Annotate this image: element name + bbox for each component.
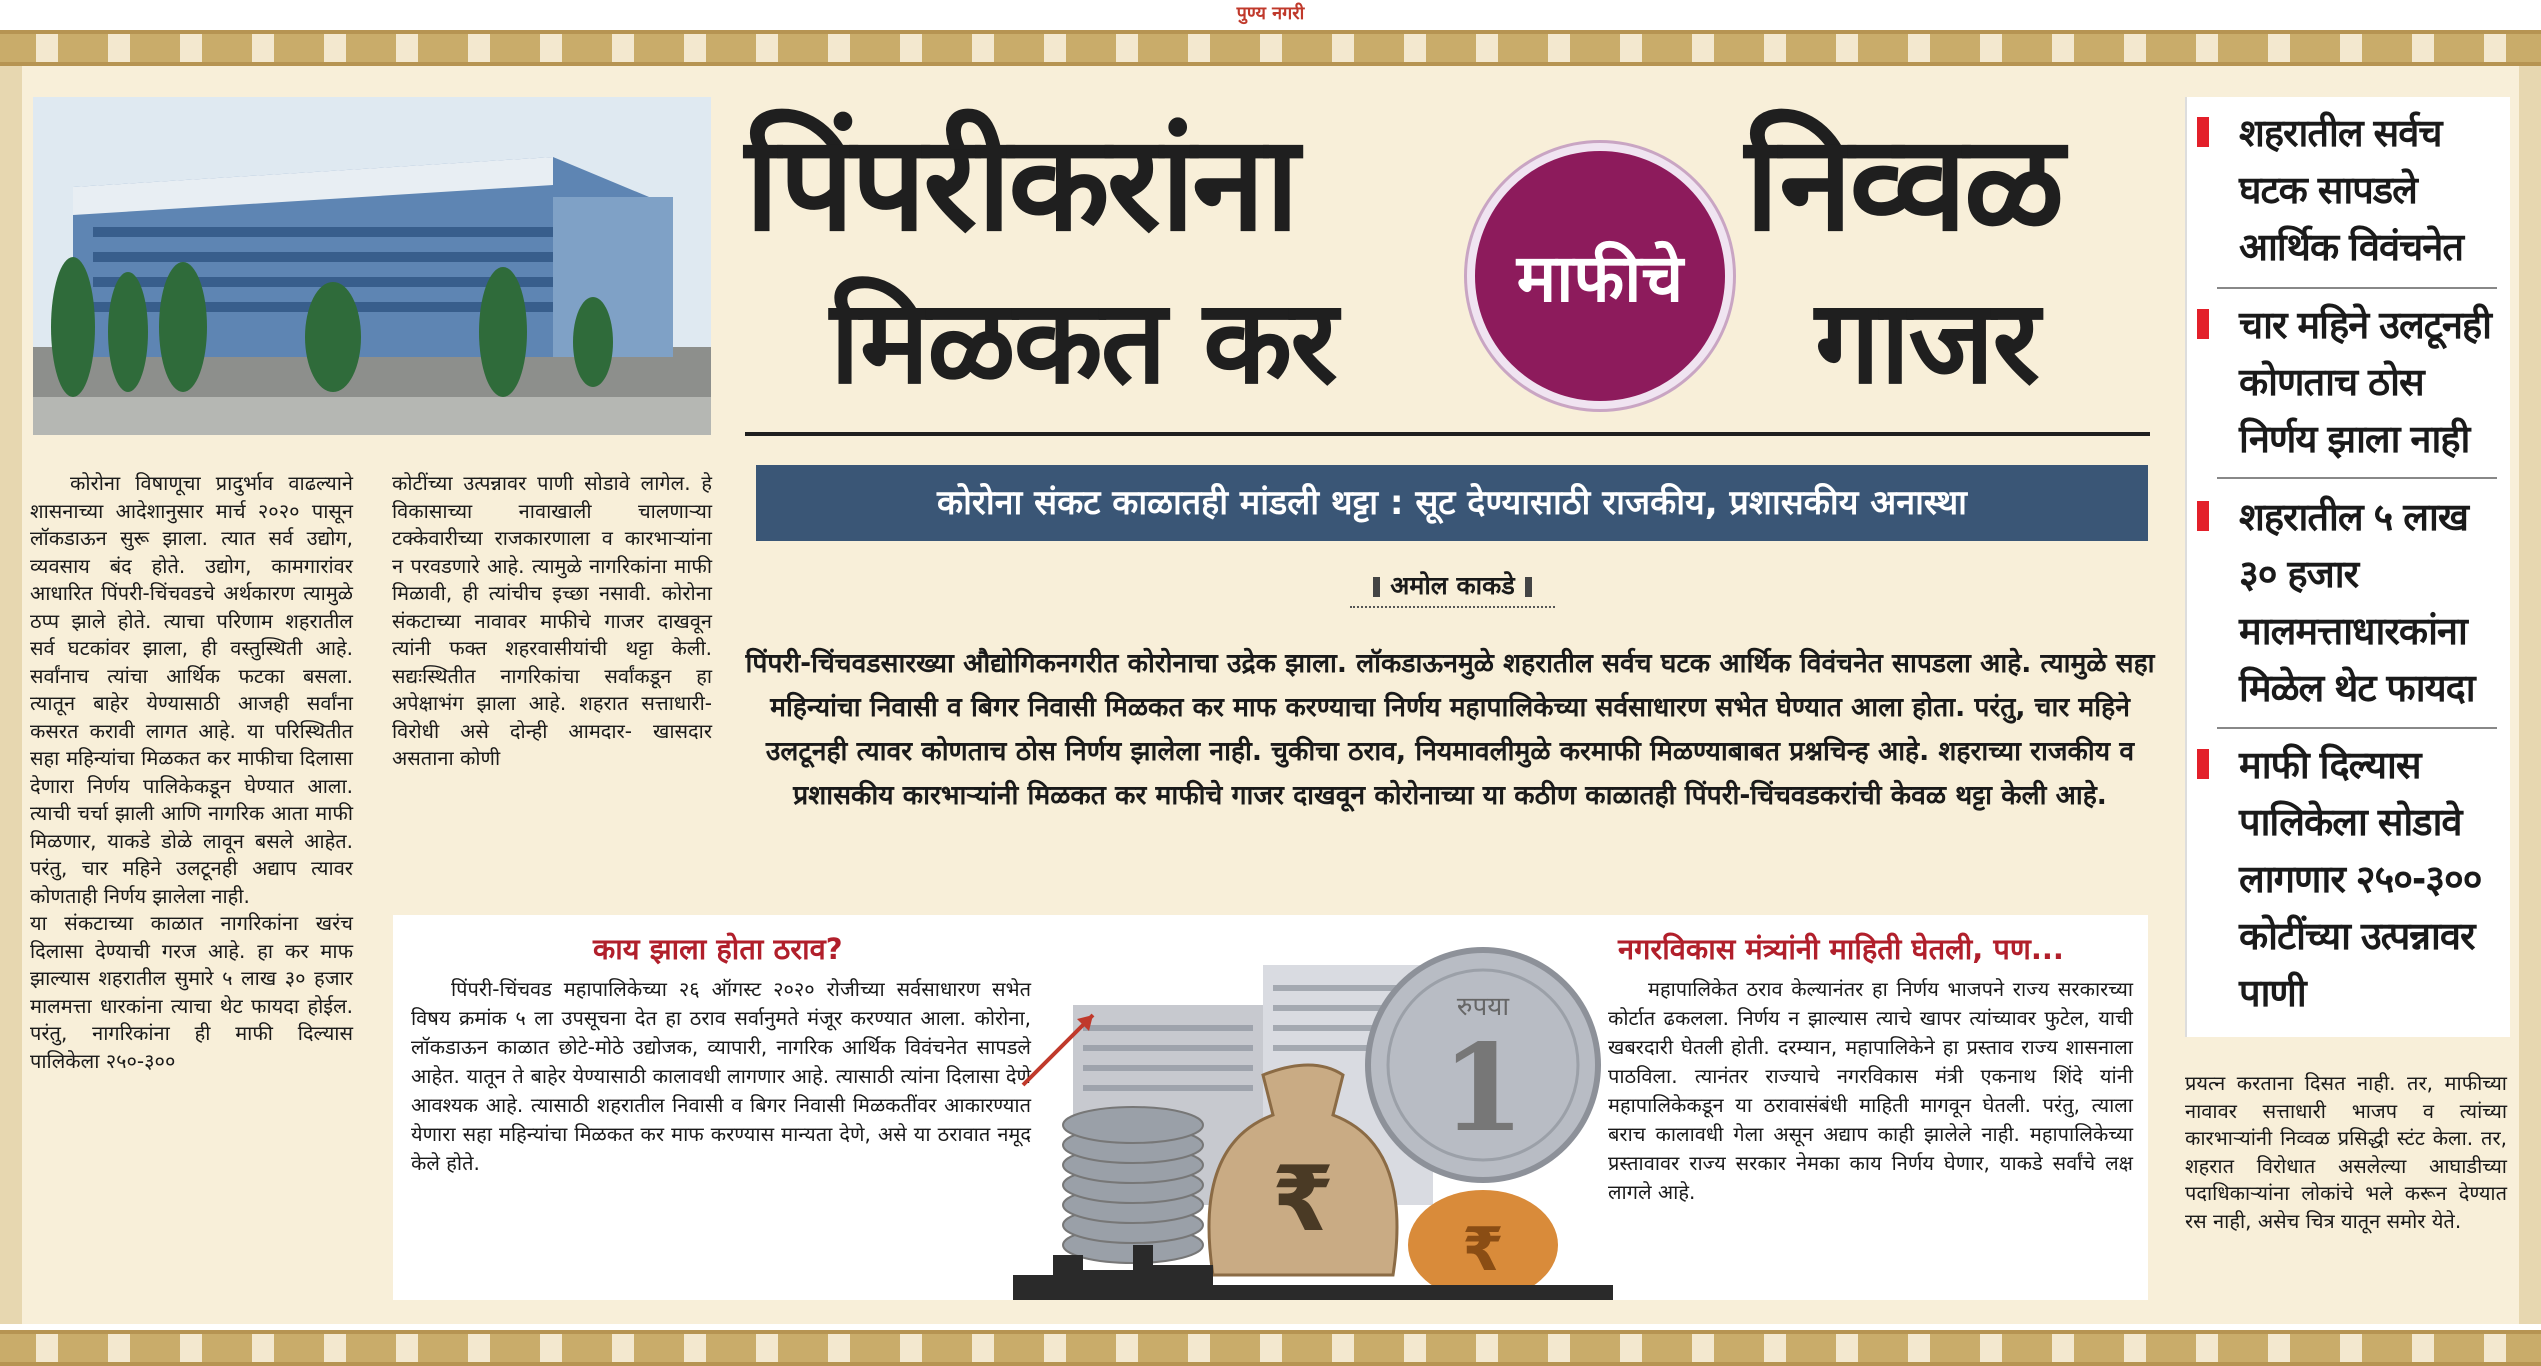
- column-1-paragraph-2: या संकटाच्या काळात नागरिकांना खरंच दिलासा देण्याची गरज आहे. हा कर माफ झाल्यास शहरातील सुमारे ५ लाख ३० हजार मालमत्ता धारकांना त्याचा थेट फायदा होईल. परंतु, नागरिकांना ही माफी दिल्यास पालिकेला २५०-३००: [30, 911, 353, 1073]
- lead-paragraph: पिंपरी-चिंचवडसारख्या औद्योगिकनगरीत कोरोनाचा उद्रेक झाला. लॉकडाऊनमुळे शहरातील सर्वच घटक आर्थिक विवंचनेत सापडला आहे. त्यामुळे सहा महिन्यांचा निवासी व बिगर निवासी मिळकत कर माफ करण्याचा निर्णय महापालिकेच्या सर्वसाधारण सभेत घेण्यात आला होता. परंतु, चार महिने उलटूनही त्यावर कोणताच ठोस निर्णय झालेला नाही. चुकीचा ठराव, नियमावलीमुळे करमाफी मिळण्याबाबत प्रश्नचिन्ह आहे. शहराच्या राजकीय व प्रशासकीय कारभाऱ्यांनी मिळकत कर माफीचे गाजर दाखवून कोरोनाच्या या कठीण काळातही पिंपरी-चिंचवडकरांची केवळ थट्टा केली आहे.: [745, 648, 2155, 811]
- byline-marker-left: [1373, 577, 1380, 597]
- highlights-sidebar: [2185, 97, 2510, 1037]
- byline-marker-right: [1525, 577, 1532, 597]
- highlight-divider: [2217, 727, 2497, 729]
- highlight-divider: [2217, 287, 2497, 289]
- box-right-title: नगरविकास मंत्र्यांनी माहिती घेतली, पण...: [1618, 932, 2064, 966]
- highlight-marker: [2197, 117, 2209, 147]
- highlight-marker: [2197, 749, 2209, 779]
- headline-part1-line1: पिंपरीकरांना: [745, 106, 1297, 261]
- money-illustration: [1013, 945, 1613, 1300]
- box-right-paragraph: महापालिकेत ठराव केल्यानंतर हा निर्णय भाजपने राज्य सरकारच्या कोर्टात ढकलला. निर्णय न झाल्यास त्याचे खापर त्यांच्यावर फुटेल, याची खबरदारी घेतली होती. दरम्यान, महापालिकेने हा प्रस्ताव राज्य शासनाला पाठविला. त्यानंतर राज्याचे नगरविकास मंत्री एकनाथ शिंदे यांनी महापालिकेकडून या ठरावासंबंधी माहिती मागवून घेतली. परंतु, त्याला बराच कालावधी गेला असून अद्याप काही झालेले नाही. महापालिकेच्या प्रस्तावावर राज्य सरकार नेमका काय निर्णय घेणार, याकडे सर्वांचे लक्ष लागले आहे.: [1608, 977, 2133, 1204]
- headline-part2-line2: गाजर: [1815, 274, 2038, 410]
- masthead-logo: पुण्य नगरी: [1236, 3, 1305, 24]
- column-1-paragraph-1: कोरोना विषाणूचा प्रादुर्भाव वाढल्याने शासनाच्या आदेशानुसार मार्च २०२० पासून लॉकडाऊन सुरू झाला. त्यात सर्व उद्योग, व्यवसाय बंद होते. उद्योग, कामगारांवर आधारित पिंपरी-चिंचवडचे अर्थकारण त्यामुळे ठप्प झाले होते. त्याचा परिणाम शहरातील सर्व घटकांवर झाला, ही वस्तुस्थिती आहे. सर्वांनाच त्यांचा आर्थिक फटका बसला. त्यातून बाहेर येण्यासाठी आजही सर्वांना कसरत करावी लागत आहे. या परिस्थितीत सहा महिन्यांचा मिळकत कर माफीचा दिलासा देणारा निर्णय पालिकेकडून घेण्यात आला. त्याची चर्चा झाली आणि नागरिक आता माफी मिळणार, याकडे डोळे लावून बसले आहेत. परंतु, चार महिने उलटूनही अद्याप त्यावर कोणताही निर्णय झालेला नाही.: [30, 471, 353, 908]
- headline-rule: [745, 432, 2150, 436]
- highlight-divider: [2217, 477, 2497, 479]
- article-column-1: [30, 470, 353, 1300]
- highlight-marker: [2197, 309, 2209, 339]
- film-border-top: [0, 30, 2541, 66]
- byline: [1350, 566, 1555, 608]
- column-3-paragraph: प्रयत्न करताना दिसत नाही. तर, माफीच्या नावावर सत्ताधारी भाजप व त्यांच्या कारभाऱ्यांनी निव्वळ प्रसिद्धी स्टंट केला. तर, शहरात विरोधात असलेल्या आघाडीच्या पदाधिकाऱ्यांना लोकांचे भले करून देण्यात रस नाही, असेच चित्र यातून समोर येते.: [2185, 1071, 2507, 1233]
- column-2-paragraph: कोटींच्या उत्पन्नावर पाणी सोडावे लागेल. हे विकासाच्या नावाखाली चालणाऱ्या टक्केवारीच्या राजकारणाला व कारभाऱ्यांना न परवडणारे आहे. त्यामुळे नागरिकांना माफी मिळावी, ही त्यांचीच इच्छा नसावी. कोरोना संकटाच्या नावावर माफीचे गाजर दाखवून त्यांनी फक्त शहरवासीयांची थट्टा केली. सद्यःस्थितीत नागरिकांचा सर्वांकडून हा अपेक्षाभंग झाला आहे. शहरात सत्ताधारी-विरोधी असे दोन्ही आमदार- खासदार असताना कोणी: [392, 471, 712, 770]
- info-box: [393, 915, 2148, 1300]
- municipal-building-photo: [33, 97, 711, 435]
- coin-number: 1: [1441, 1018, 1525, 1159]
- byline-author: अमोल काकडे: [1390, 571, 1515, 600]
- highlight-text: शहरातील सर्वच घटक सापडले आर्थिक विवंचनेत: [2239, 111, 2464, 269]
- right-margin: [2519, 66, 2541, 1324]
- box-left-title: काय झाला होता ठराव?: [593, 932, 843, 966]
- article-column-3: [2185, 1070, 2507, 1310]
- film-border-bottom: [0, 1330, 2541, 1366]
- headline-part1-line2: मिळकत कर: [830, 274, 1336, 410]
- highlight-marker: [2197, 501, 2209, 531]
- highlight-text: शहरातील ५ लाख ३० हजार मालमत्ताधारकांना मिळेल थेट फायदा: [2239, 495, 2475, 710]
- headline-part2-line1: निव्वळ: [1745, 106, 2062, 261]
- pot-rupee-symbol: ₹: [1462, 1215, 1504, 1285]
- article-column-2: [392, 470, 712, 870]
- headline: [745, 88, 2157, 428]
- subheadline: कोरोना संकट काळातही मांडली थट्टा : सूट देण्यासाठी राजकीय, प्रशासकीय अनास्था: [756, 465, 2148, 541]
- coin-word: रुपया: [1456, 992, 1510, 1022]
- box-left-text: [411, 975, 1031, 1178]
- headline-badge: माफीचे: [1467, 143, 1733, 409]
- box-right-text: [1608, 975, 2133, 1207]
- box-left-paragraph: पिंपरी-चिंचवड महापालिकेच्या २६ ऑगस्ट २०२० रोजीच्या सर्वसाधारण सभेत विषय क्रमांक ५ ला उपसूचना देत हा ठराव सर्वानुमते मंजूर करण्यात आला. कोरोना, लॉकडाऊन काळात छोटे-मोठे उद्योजक, व्यापारी, नागरिक आर्थिक विवंचनेत सापडले आहेत. यातून ते बाहेर येण्यासाठी कालावधी लागणार आहे. त्यासाठी त्यांना दिलासा देणे आवश्यक आहे. त्यासाठी शहरातील निवासी व बिगर निवासी मिळकतींवर आकारण्यात येणारा सहा महिन्यांचा मिळकत कर माफ करण्यास मान्यता देणे, असे या ठरावात नमूद केले होते.: [411, 977, 1031, 1175]
- left-margin: [0, 66, 22, 1324]
- highlight-text: चार महिने उलटूनही कोणताच ठोस निर्णय झाला नाही: [2239, 303, 2491, 461]
- bag-rupee-symbol: ₹: [1271, 1147, 1335, 1252]
- highlight-text: माफी दिल्यास पालिकेला सोडावे लागणार २५०-३०० कोटींच्या उत्पन्नावर पाणी: [2239, 743, 2482, 1015]
